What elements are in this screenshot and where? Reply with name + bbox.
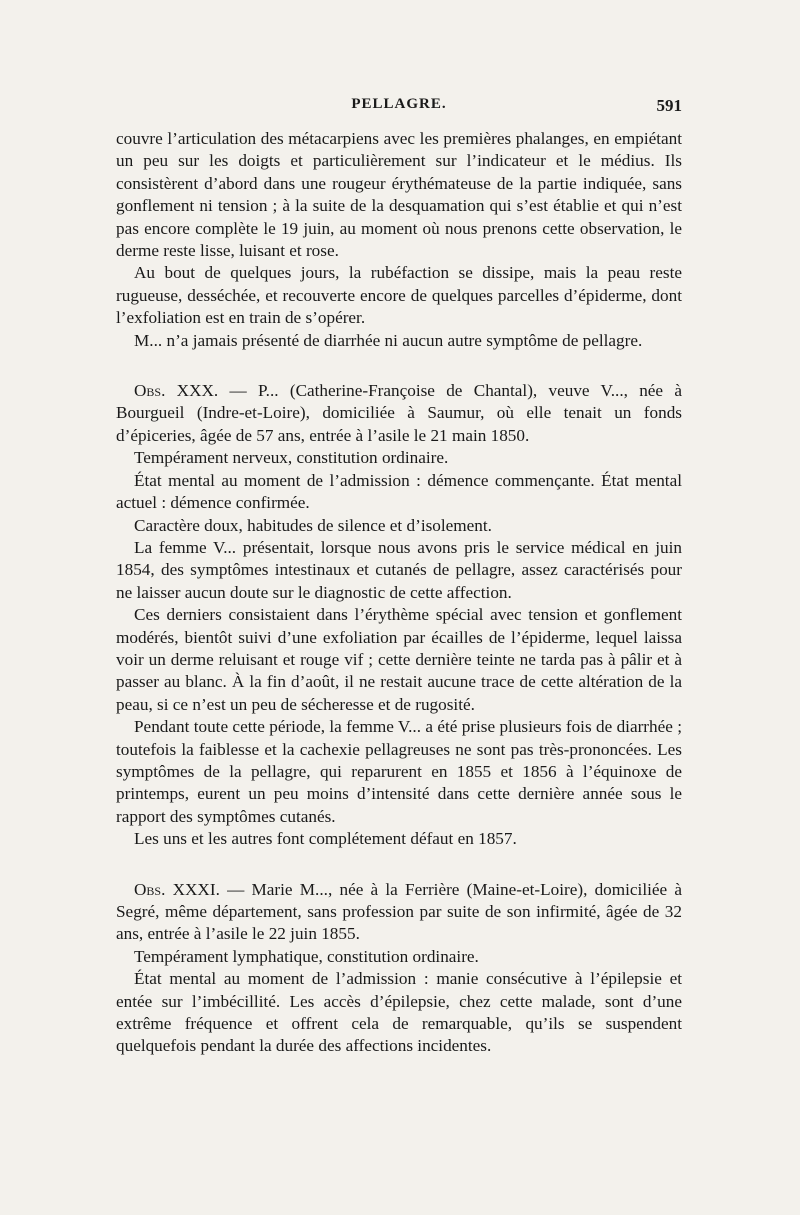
observation-30-intro bbox=[116, 380, 682, 447]
paragraph: M... n’a jamais présenté de diarrhée ni aucun autre symptôme de pellagre. bbox=[134, 330, 643, 350]
observation-text: P... (Catherine-Françoise de Chantal), veuve V..., née à Bourgueil (Indre-et-Loire), domiciliée à Saumur, où elle tenait un fonds d’épiceries, âgée de 57 ans, entrée à l’asile le 21 main 1850. bbox=[116, 381, 682, 445]
paragraph: Pendant toute cette période, la femme V... a été prise plusieurs fois de diarrhée ; toutefois la faiblesse et la cachexie pellagreuses ne sont pas très-prononcées. Les symptômes de la pellagre, qui reparurent en 1855 et 1856 à l’équinoxe de printemps, eurent un peu moins d’intensité dans cette dernière année sous le rapport des symptômes cutanés. bbox=[116, 717, 682, 826]
observation-text: Marie M..., née à la Ferrière (Maine-et-Loire), domiciliée à Segré, même département, sans profession par suite de son infirmité, âgée de 32 ans, entrée à l’asile le 22 juin 1855. bbox=[116, 879, 682, 944]
paragraph: État mental au moment de l’admission : démence commençante. État mental actuel : démence confirmée. bbox=[116, 470, 682, 513]
page-number: 591 bbox=[656, 96, 682, 115]
observation-label: Obs. XXXI. — bbox=[134, 879, 245, 899]
observation-31-intro bbox=[116, 879, 682, 946]
paragraph: Caractère doux, habitudes de silence et d’isolement. bbox=[134, 515, 492, 535]
paragraph: La femme V... présentait, lorsque nous avons pris le service médical en juin 1854, des symptômes intestinaux et cutanés de pellagre, assez caractérisés pour ne laisser aucun doute sur le diagnostic de cette affection. bbox=[116, 537, 682, 602]
running-head bbox=[116, 96, 682, 122]
paragraph: Ces derniers consistaient dans l’érythème spécial avec tension et gonflement modérés, bientôt suivi d’une exfoliation par écailles de l’épiderme, lequel laissa voir un derme reluisant et rouge vif ; cette dernière teinte ne tarda pas à pâlir et à passer au blanc. À la fin d’août, il ne restait aucune trace de cette altération de la peau, si ce n’est un peu de sécheresse et de rugosité. bbox=[116, 605, 682, 714]
observation-label: Obs. XXX. — bbox=[134, 381, 247, 401]
running-title: PELLAGRE. bbox=[351, 96, 447, 112]
paragraph: Tempérament nerveux, constitution ordinaire. bbox=[134, 448, 449, 468]
paragraph: Tempérament lymphatique, constitution ordinaire. bbox=[134, 946, 479, 966]
paragraph-continuation: couvre l’articulation des métacarpiens avec les premières phalanges, en empiétant un peu sur les doigts et particulièrement sur l’indicateur et le médius. Ils consistèrent d’abord dans une rougeur érythémateuse de la partie indiquée, sans gonflement ni tension ; à la suite de la desquamation qui s’est établie et qui n’est pas encore complète le 19 juin, au moment où nous prenons cette observation, le derme reste lisse, luisant et rose. bbox=[116, 129, 682, 261]
paragraph: Les uns et les autres font complétement défaut en 1857. bbox=[134, 829, 517, 849]
paragraph: État mental au moment de l’admission : manie consécutive à l’épilepsie et entée sur l’imbécillité. Les accès d’épilepsie, chez cette malade, sont d’une extrême fréquence et offrent cela de remarquable, qu’ils se suspendent quelquefois pendant la durée des affections incidentes. bbox=[116, 969, 682, 1056]
paragraph: Au bout de quelques jours, la rubéfaction se dissipe, mais la peau reste rugueuse, desséchée, et recouverte encore de quelques parcelles d’épiderme, dont l’exfoliation est en train de s’opérer. bbox=[116, 263, 682, 328]
